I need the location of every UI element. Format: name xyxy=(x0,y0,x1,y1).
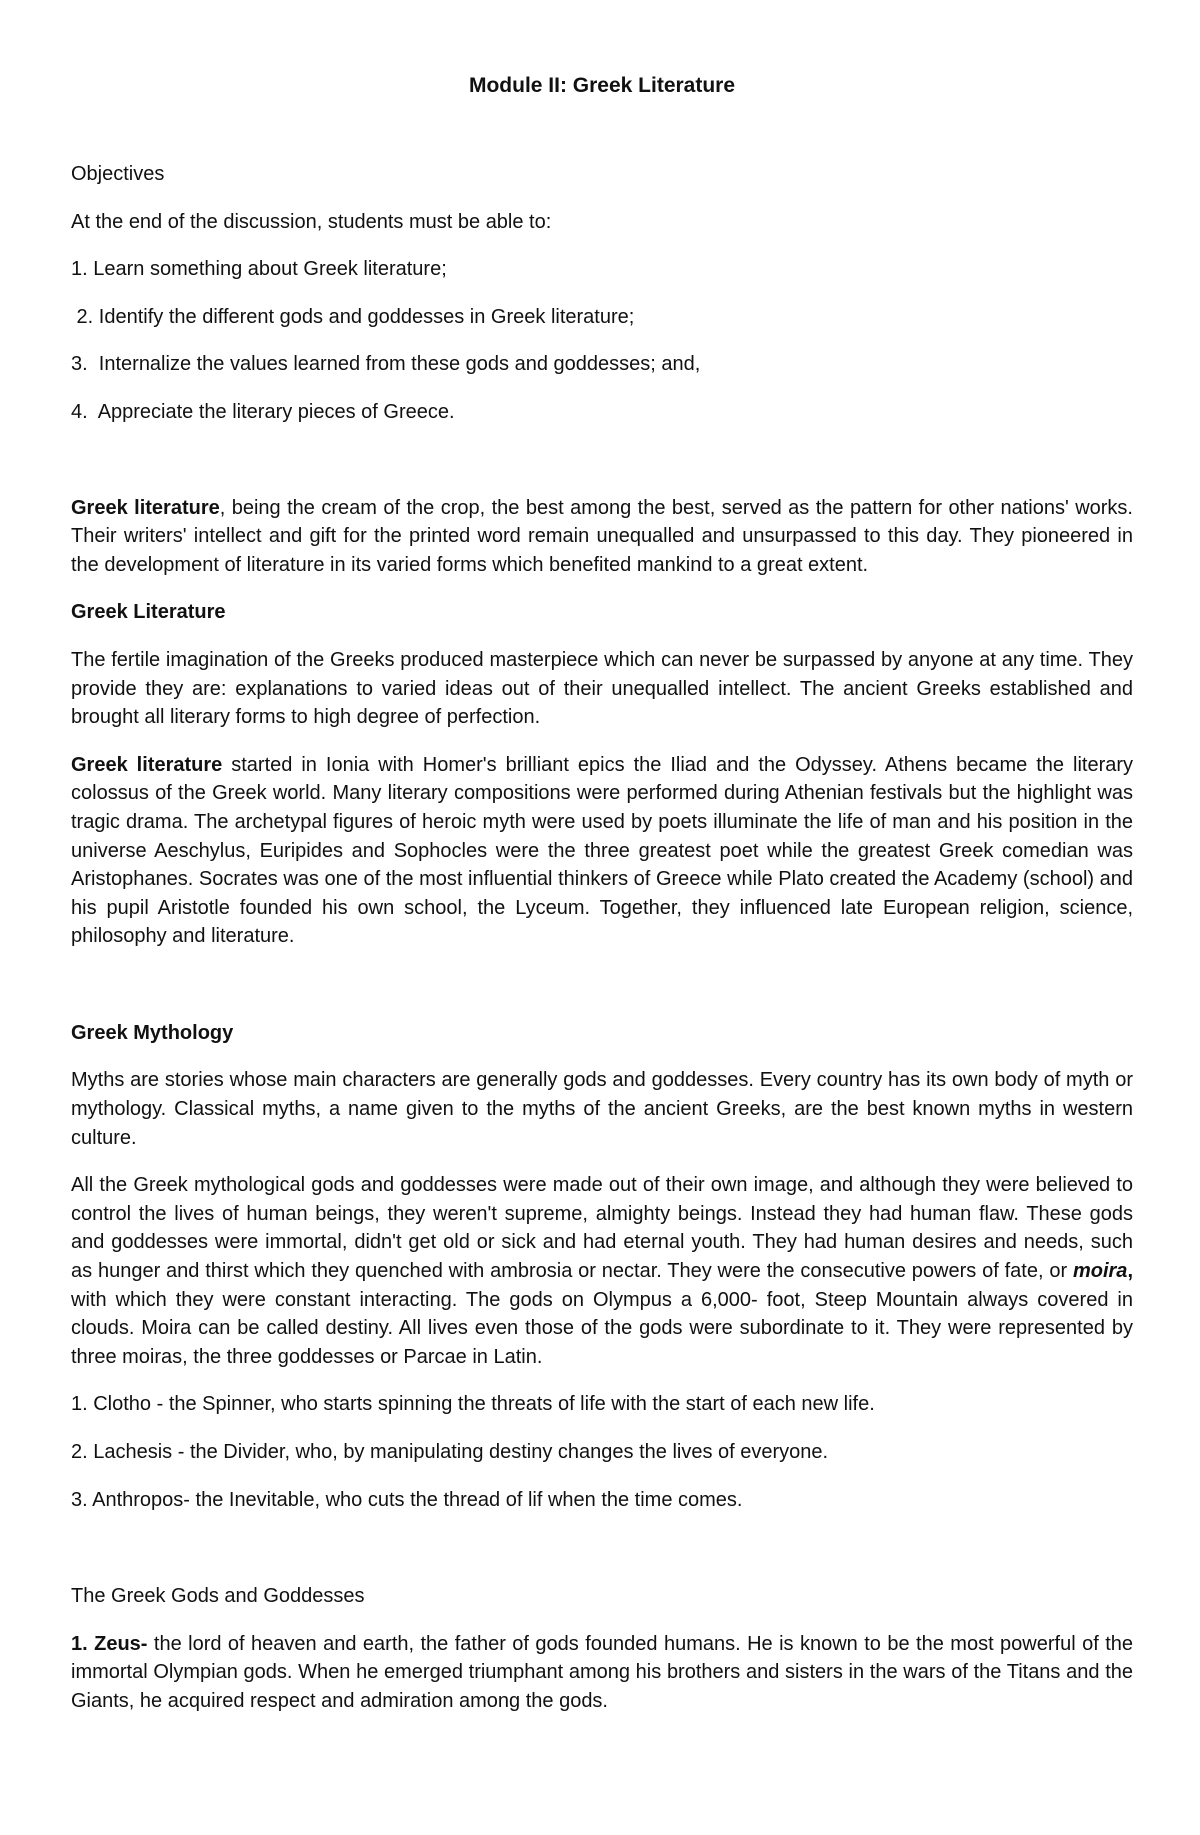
objectives-intro: At the end of the discussion, students must be able to: xyxy=(71,210,552,233)
moira-item: 2. Lachesis - the Divider, who, by manipulating destiny changes the lives of everyone. xyxy=(71,1441,829,1463)
section-heading-greek-literature: Greek Literature xyxy=(71,601,226,624)
page-title: Module II: Greek Literature xyxy=(468,74,736,97)
mythology-paragraph-1: Myths are stories whose main characters are generally gods and goddesses. Every country has its own body of myth or mythology. Classical myths, a name given to the myths of the ancient Greeks, are the best known myths in western culture. xyxy=(71,1069,1133,1149)
moira-term: moira xyxy=(1072,1260,1128,1283)
objective-item: 4. Appreciate the literary pieces of Greece. xyxy=(71,400,455,423)
section-heading-gods: The Greek Gods and Goddesses xyxy=(71,1585,365,1608)
moira-item: 1. Clotho - the Spinner, who starts spinning the threats of life with the start of each new life. xyxy=(71,1393,875,1416)
objective-item: 2. Identify the different gods and goddesses in Greek literature; xyxy=(71,305,635,328)
greek-literature-paragraph-2-text: started in Ionia with Homer's brilliant epics the Iliad and the Odyssey. Athens became the literary colossus of the Greek world. Many literary compositions were performed during Athenian festivals but the highlight was tragic drama. The archetypal figures of heroic myth were used by poets illuminate the life of man and his position in the universe Aeschylus, Euripides and Sophocles were the three greatest poet while the greatest Greek comedian was Aristophanes. Socrates was one of the most influential thinkers of Greece while Plato created the Academy (school) and his pupil Aristotle founded his own school, the Lyceum. Together, they influenced late European religion, science, philosophy and literature. xyxy=(71,753,1134,948)
intro-paragraph xyxy=(71,494,1133,580)
greek-literature-bold-lead: Greek literature xyxy=(71,753,223,776)
greek-literature-paragraph-1: The fertile imagination of the Greeks produced masterpiece which can never be surpassed by anyone at any time. They provide they are: explanations to varied ideas out of their unequalled intellect. The ancient Greeks established and brought all literary forms to high degree of perfection. xyxy=(71,648,1133,729)
mythology-paragraph-2: All the Greek mythological gods and goddesses were made out of their own image, and although they were believed to control the lives of human beings, they weren't supreme, almighty beings. Instead they had human flaw. These gods and goddesses were immortal, didn't get old or sick and had eternal youth. They had human desires and needs, such as hunger and thirst which they quenched with ambrosia or nectar. They were the consecutive powers of fate, or moira, with which they were constant interacting. The gods on Olympus a 6,000- foot, Steep Mountain always covered in clouds. Moira can be called destiny. All lives even those of the gods were subordinate to it. They were represented by three moiras, the three goddesses or Parcae in Latin. xyxy=(71,1174,1133,1368)
objectives-heading: Objectives xyxy=(71,163,165,185)
objective-item: 1. Learn something about Greek literature; xyxy=(71,258,447,281)
intro-text: , being the cream of the crop, the best among the best, served as the pattern for other nations' works. Their writers' intellect and gift for the printed word remain unequalled and unsurpassed to this day. They pioneered in the development of literature in its varied forms which benefited mankind to a great extent. xyxy=(71,496,1133,576)
greek-literature-paragraph-2 xyxy=(71,751,1133,951)
intro-bold-lead: Greek literature xyxy=(71,496,220,519)
zeus-paragraph xyxy=(71,1630,1133,1716)
zeus-text: the lord of heaven and earth, the father of gods founded humans. He is known to be the most powerful of the immortal Olympian gods. When he emerged triumphant among his brothers and sisters in the wars of the Titans and the Giants, he acquired respect and admiration among the gods. xyxy=(71,1632,1134,1712)
objective-item: 3. Internalize the values learned from these gods and goddesses; and, xyxy=(71,353,701,376)
section-heading-greek-mythology: Greek Mythology xyxy=(71,1021,234,1044)
moira-item: 3. Anthropos- the Inevitable, who cuts the thread of lif when the time comes. xyxy=(71,1488,743,1511)
zeus-bold-lead: 1. Zeus- xyxy=(71,1632,148,1655)
document-page xyxy=(71,60,1133,1716)
